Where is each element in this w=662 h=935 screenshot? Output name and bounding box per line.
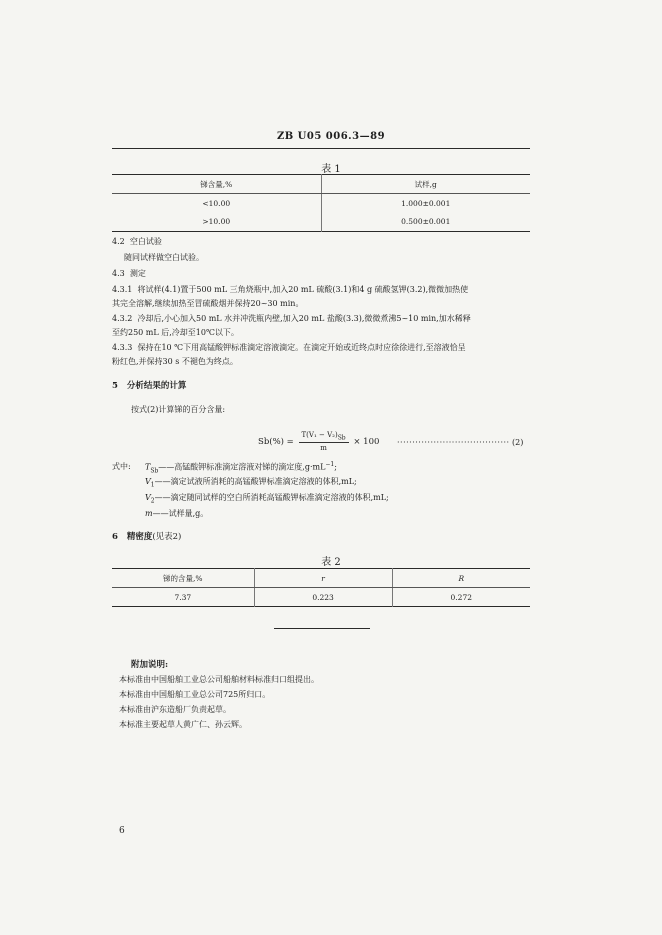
symbol: V <box>145 477 151 486</box>
section-4-3-2-line1 <box>112 313 471 324</box>
table-row <box>112 588 530 607</box>
unit-superscript: −1 <box>325 461 335 468</box>
definition-text: ——试样量,g。 <box>152 509 209 518</box>
section-4-2-heading <box>112 236 162 247</box>
formula-fraction <box>299 431 349 452</box>
formula-leader-dots: ····································· <box>397 438 510 447</box>
symbol: V <box>145 493 151 502</box>
table2-cell: 0.223 <box>254 588 392 607</box>
formula-denominator: m <box>320 444 327 453</box>
table1-cell: 1.000±0.001 <box>321 194 530 213</box>
table-row <box>112 213 530 232</box>
section-number: 5 <box>112 381 118 391</box>
table1-title: 表 1 <box>321 164 341 175</box>
section-4-3-3-line2: 粉红色,并保持30 s 不褪色为终点。 <box>112 357 238 366</box>
numerator-subscript: Sb <box>337 434 346 442</box>
where-lead: 式中: <box>112 462 131 471</box>
section-number: 4.3.2 <box>112 314 133 323</box>
section-4-3-2-line2: 至约250 mL 后,冷却至10℃以下。 <box>112 328 239 337</box>
formula-numerator <box>299 431 349 443</box>
section-title: 空白试验 <box>129 237 162 246</box>
definition-text: ——滴定随同试样的空白所消耗高锰酸钾标准滴定溶液的体积,mL; <box>154 493 389 502</box>
symbol-subscript: 1 <box>150 481 155 489</box>
addendum-line: 本标准由中国船舶工业总公司725所归口。 <box>119 690 271 699</box>
document-header: ZB U05 006.3—89 <box>276 131 386 142</box>
page-number: 6 <box>119 826 125 836</box>
section-5-intro: 按式(2)计算锑的百分含量: <box>131 405 226 414</box>
definition-end: ; <box>334 462 337 472</box>
table2-cell: 7.37 <box>174 592 192 602</box>
symbol: T <box>145 462 151 472</box>
section-4-2-text: 随同试样做空白试验。 <box>124 253 204 262</box>
addendum-line: 本标准由沪东造船厂负责起草。 <box>119 705 231 714</box>
paragraph-text: 冷却后,小心加入50 mL 水并冲洗瓶内壁,加入20 mL 盐酸(3.3),微微煮沸5~10 min,加水稀释 <box>137 314 471 323</box>
formula <box>258 431 379 452</box>
table2-header-cell: R <box>392 569 530 588</box>
table1-cell: <10.00 <box>202 198 231 208</box>
table1-cell: 0.500±0.001 <box>321 213 530 232</box>
section-4-3-3-line1 <box>112 342 466 353</box>
section-title: 测定 <box>129 269 146 278</box>
table1-header-cell: 锑含量,% <box>112 175 321 194</box>
section-4-3-1-line2: 其完全溶解,继续加热至冒硫酸烟并保持20~30 min。 <box>112 299 304 308</box>
where-item <box>145 492 389 505</box>
addendum-line: 本标准由中国船舶工业总公司船舶材料标准归口组提出。 <box>119 675 319 684</box>
section-number: 6 <box>112 532 118 542</box>
table-row <box>112 194 530 213</box>
table1-cell: >10.00 <box>202 217 231 227</box>
table2-header-cell: r <box>254 569 392 588</box>
symbol-subscript: 2 <box>150 497 155 505</box>
definition-text: ——滴定试液所消耗的高锰酸钾标准滴定溶液的体积,mL; <box>154 477 357 486</box>
section-title: 分析结果的计算 <box>126 381 187 391</box>
formula-equation-number: (2) <box>512 438 524 447</box>
section-title: 精密度 <box>126 532 153 542</box>
numerator-text: T(V₁ − V₂) <box>301 431 338 439</box>
section-4-3-heading <box>112 268 146 279</box>
section-number: 4.2 <box>112 237 125 246</box>
section-number: 4.3.1 <box>112 285 133 294</box>
header-rule <box>112 148 530 149</box>
symbol: m <box>145 509 153 518</box>
table2-header-cell: 锑的含量,% <box>112 569 254 588</box>
section-suffix: (见表2) <box>152 532 182 542</box>
formula-lhs: Sb(%) = <box>258 437 294 448</box>
addendum-title: 附加说明: <box>131 660 169 670</box>
paragraph-text: 保持在10 ℃下用高锰酸钾标准滴定溶液滴定。在滴定开始或近终点时应徐徐进行,至溶液恰呈 <box>137 343 466 352</box>
section-4-3-1-line1 <box>112 284 468 295</box>
section-number: 4.3 <box>112 269 125 278</box>
section-number: 4.3.3 <box>112 343 133 352</box>
formula-tail: × 100 <box>353 437 380 448</box>
where-item <box>145 461 337 474</box>
section-6-heading <box>112 530 181 542</box>
definition-text: ——高锰酸钾标准滴定溶液对锑的滴定度,g·mL <box>158 462 326 472</box>
where-item <box>145 508 208 519</box>
end-rule <box>274 628 370 629</box>
symbol-subscript: Sb <box>150 467 159 475</box>
addendum-line: 本标准主要起草人黄广仁、孙云辉。 <box>119 720 247 729</box>
section-5-heading <box>112 379 186 391</box>
table1 <box>112 174 530 232</box>
table1-header-cell: 试样,g <box>321 175 530 194</box>
table2-cell: 0.272 <box>392 588 530 607</box>
table2 <box>112 568 530 607</box>
where-item <box>145 476 357 489</box>
table2-title: 表 2 <box>321 557 341 568</box>
paragraph-text: 将试样(4.1)置于500 mL 三角烧瓶中,加入20 mL 硫酸(3.1)和4 g 硫酸氢钾(3.2),微微加热使 <box>137 285 469 294</box>
